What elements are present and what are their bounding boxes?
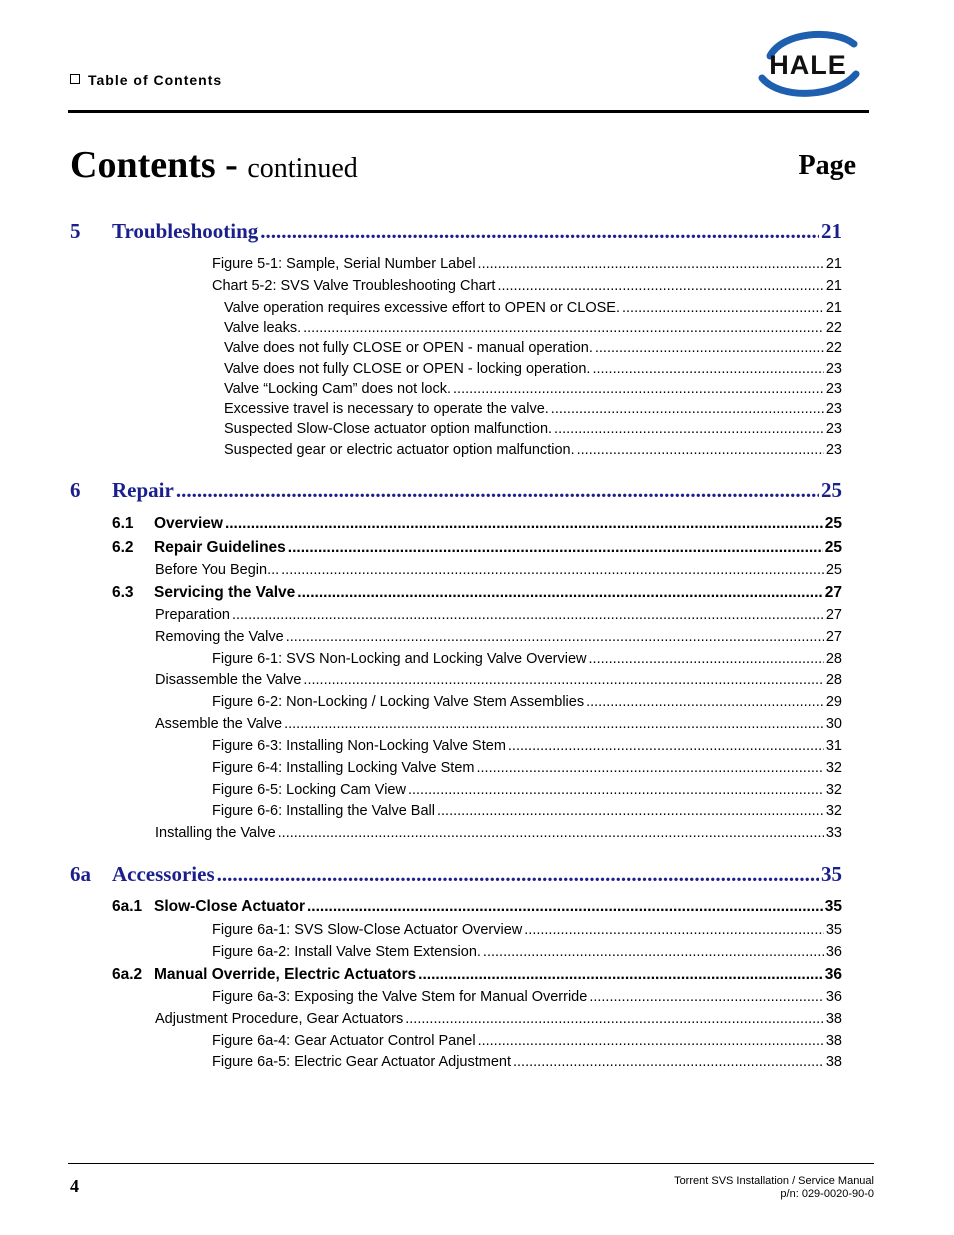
toc-entry-page: 36 [825, 989, 842, 1005]
toc-entry-number: 6a.2 [112, 966, 143, 983]
toc-dot-leader [577, 442, 824, 458]
toc-entry-title: Figure 5-1: Sample, Serial Number Label [212, 256, 476, 272]
toc-entry-title: Valve operation requires excessive effort to OPEN or CLOSE. [224, 300, 620, 316]
toc-entry-fig[interactable] [212, 989, 842, 1005]
toc-entry-item[interactable] [155, 629, 842, 645]
toc-dot-leader [508, 738, 824, 754]
toc-entry-title: Figure 6a-5: Electric Gear Actuator Adjustment [212, 1054, 511, 1070]
toc-entry-page: 38 [825, 1033, 842, 1049]
toc-entry-fig2[interactable] [224, 381, 842, 397]
hale-logo [752, 26, 864, 102]
page-title [70, 140, 358, 194]
toc-entry-title: Valve leaks. [224, 320, 302, 336]
toc-dot-leader [524, 922, 824, 938]
toc-dot-leader [478, 1033, 824, 1049]
toc-dot-leader [622, 300, 824, 316]
toc-dot-leader [408, 782, 824, 798]
toc-entry-page: 22 [825, 320, 842, 336]
toc-entry-item[interactable] [155, 1011, 842, 1027]
toc-entry-page: 36 [824, 966, 842, 983]
toc-entry-fig[interactable] [212, 651, 842, 667]
toc-entry-fig2[interactable] [224, 320, 842, 336]
toc-dot-leader [418, 966, 823, 984]
footer-info [674, 1175, 874, 1201]
title-continued: continued [247, 153, 358, 184]
toc-entry-number: 6a.1 [112, 898, 143, 915]
svg-text:HALE: HALE [769, 50, 847, 80]
toc-entry-page: 28 [825, 651, 842, 667]
page-column-heading: Page [798, 150, 856, 181]
toc-entry-title: Manual Override, Electric Actuators [154, 966, 417, 983]
toc-entry-title: Valve “Locking Cam” does not lock. [224, 381, 452, 397]
toc-dot-leader [297, 584, 822, 602]
toc-entry-title: Preparation [155, 607, 230, 623]
toc-dot-leader [476, 760, 823, 776]
toc-entry-title: Figure 6-6: Installing the Valve Ball [212, 803, 435, 819]
toc-entry-title: Figure 6a-2: Install Valve Stem Extension. [212, 944, 481, 960]
toc-dot-leader [303, 320, 824, 336]
toc-entry-title: Slow-Close Actuator [154, 898, 305, 915]
toc-entry-number: 5 [70, 219, 81, 243]
toc-entry-page: 21 [825, 256, 842, 272]
toc-dot-leader [303, 672, 823, 688]
checkbox-bullet-icon [70, 74, 80, 84]
toc-entry-title: Figure 6a-4: Gear Actuator Control Panel [212, 1033, 476, 1049]
toc-entry-title: Chart 5-2: SVS Valve Troubleshooting Chart [212, 278, 496, 294]
toc-entry-fig2[interactable] [224, 421, 842, 437]
toc-entry-title: Valve does not fully CLOSE or OPEN - manual operation. [224, 340, 593, 356]
toc-dot-leader [551, 401, 824, 417]
toc-entry-fig[interactable] [212, 944, 842, 960]
toc-dot-leader [554, 421, 824, 437]
toc-entry-title: Removing the Valve [155, 629, 284, 645]
toc-entry-title: Repair Guidelines [154, 539, 286, 556]
toc-entry-page: 22 [825, 340, 842, 356]
toc-entry-page: 28 [825, 672, 842, 688]
toc-entry-fig[interactable] [212, 1033, 842, 1049]
toc-entry-item[interactable] [155, 672, 842, 688]
toc-entry-fig[interactable] [212, 803, 842, 819]
toc-entry-page: 25 [825, 562, 842, 578]
toc-entry-page: 33 [825, 825, 842, 841]
toc-dot-leader [286, 629, 824, 645]
toc-entry-page: 30 [825, 716, 842, 732]
toc-dot-leader [405, 1011, 824, 1027]
title-main: Contents - [70, 144, 238, 186]
toc-dot-leader [589, 989, 824, 1005]
toc-dot-leader [284, 716, 824, 732]
toc-entry-page: 23 [825, 361, 842, 377]
toc-entry-page: 23 [825, 401, 842, 417]
toc-entry-page: 36 [825, 944, 842, 960]
toc-entry-fig2[interactable] [224, 361, 842, 377]
toc-entry-number: 6a [70, 862, 91, 886]
toc-entry-title: Figure 6-2: Non-Locking / Locking Valve Stem Assemblies [212, 694, 585, 710]
toc-entry-title: Figure 6-4: Installing Locking Valve Stem [212, 760, 475, 776]
toc-entry-page: 23 [825, 381, 842, 397]
toc-dot-leader [437, 803, 824, 819]
toc-entry-fig[interactable] [212, 278, 842, 294]
section-header [70, 72, 222, 88]
toc-entry-page: 27 [825, 607, 842, 623]
toc-entry-page: 31 [825, 738, 842, 754]
manual-title: Torrent SVS Installation / Service Manual [674, 1175, 874, 1187]
toc-dot-leader [497, 278, 823, 294]
toc-entry-item[interactable] [155, 825, 842, 841]
toc-entry-number: 6.3 [112, 584, 134, 601]
toc-dot-leader [225, 515, 823, 533]
toc-entry-page: 27 [824, 584, 842, 601]
toc-dot-leader [176, 478, 819, 503]
toc-entry-fig[interactable] [212, 256, 842, 272]
toc-entry-page: 35 [821, 862, 842, 886]
toc-entry-sub[interactable] [112, 966, 842, 984]
toc-entry-item[interactable] [155, 716, 842, 732]
toc-entry-number: 6.2 [112, 539, 134, 556]
toc-entry-fig2[interactable] [224, 401, 842, 417]
toc-entry-title: Troubleshooting [112, 219, 259, 243]
toc-entry-title: Suspected Slow-Close actuator option malfunction. [224, 421, 553, 437]
toc-entry-title: Adjustment Procedure, Gear Actuators [155, 1011, 404, 1027]
toc-entry-sub[interactable] [112, 539, 842, 557]
toc-entry-title: Figure 6-5: Locking Cam View [212, 782, 406, 798]
toc-entry-fig2[interactable] [224, 300, 842, 316]
toc-entry-title: Suspected gear or electric actuator option malfunction. [224, 442, 575, 458]
toc-dot-leader [586, 694, 824, 710]
toc-dot-leader [232, 607, 824, 623]
toc-entry-fig[interactable] [212, 922, 842, 938]
toc-entry-sub[interactable] [112, 898, 842, 916]
toc-entry-fig[interactable] [212, 782, 842, 798]
section-header-label: Table of Contents [88, 72, 223, 88]
toc-entry-page: 25 [824, 515, 842, 532]
toc-entry-page: 32 [825, 782, 842, 798]
toc-entry-title: Assemble the Valve [155, 716, 283, 732]
toc-dot-leader [278, 825, 824, 841]
toc-entry-page: 25 [824, 539, 842, 556]
toc-entry-item[interactable] [155, 607, 842, 623]
toc-entry-fig2[interactable] [224, 442, 842, 458]
toc-entry-title: Servicing the Valve [154, 584, 296, 601]
page-number: 4 [70, 1176, 79, 1196]
toc-entry-fig[interactable] [212, 738, 842, 754]
toc-entry-title: Figure 6a-1: SVS Slow-Close Actuator Overview [212, 922, 523, 938]
toc-entry-item[interactable] [155, 562, 842, 578]
toc-entry-title: Repair [112, 478, 174, 502]
toc-entry-page: 35 [824, 898, 842, 915]
toc-dot-leader [307, 898, 823, 916]
toc-dot-leader [589, 651, 824, 667]
toc-entry-sec[interactable] [70, 862, 842, 887]
header-rule [68, 110, 869, 113]
toc-entry-fig[interactable] [212, 694, 842, 710]
toc-entry-title: Valve does not fully CLOSE or OPEN - locking operation. [224, 361, 591, 377]
toc-entry-title: Installing the Valve [155, 825, 276, 841]
toc-dot-leader [478, 256, 824, 272]
toc-entry-page: 21 [821, 219, 842, 243]
toc-dot-leader [513, 1054, 824, 1070]
toc-entry-page: 27 [825, 629, 842, 645]
footer-rule [68, 1163, 874, 1164]
toc-entry-page: 38 [825, 1054, 842, 1070]
toc-entry-page: 21 [825, 278, 842, 294]
toc-entry-sec[interactable] [70, 219, 842, 244]
toc-entry-title: Accessories [112, 862, 215, 886]
toc-dot-leader [483, 944, 824, 960]
toc-entry-page: 38 [825, 1011, 842, 1027]
toc-dot-leader [281, 562, 824, 578]
toc-dot-leader [288, 539, 823, 557]
toc-entry-sub[interactable] [112, 584, 842, 602]
toc-dot-leader [217, 862, 819, 887]
part-number: p/n: 029-0020-90-0 [780, 1188, 874, 1200]
toc-entry-sub[interactable] [112, 515, 842, 533]
toc-entry-page: 32 [825, 803, 842, 819]
toc-entry-page: 23 [825, 442, 842, 458]
toc-entry-page: 32 [825, 760, 842, 776]
toc-dot-leader [260, 219, 819, 244]
toc-entry-page: 29 [825, 694, 842, 710]
toc-entry-fig[interactable] [212, 1054, 842, 1070]
toc-dot-leader [592, 361, 823, 377]
toc-entry-page: 21 [825, 300, 842, 316]
toc-entry-title: Figure 6a-3: Exposing the Valve Stem for Manual Override [212, 989, 588, 1005]
toc-entry-sec[interactable] [70, 478, 842, 503]
toc-entry-number: 6.1 [112, 515, 134, 532]
toc-entry-fig2[interactable] [224, 340, 842, 356]
toc-dot-leader [595, 340, 824, 356]
toc-entry-title: Figure 6-3: Installing Non-Locking Valve Stem [212, 738, 506, 754]
toc-entry-title: Figure 6-1: SVS Non-Locking and Locking Valve Overview [212, 651, 587, 667]
toc-dot-leader [453, 381, 824, 397]
toc-entry-title: Excessive travel is necessary to operate the valve. [224, 401, 549, 417]
toc-entry-page: 25 [821, 478, 842, 502]
toc-entry-page: 23 [825, 421, 842, 437]
toc-entry-title: Before You Begin... [155, 562, 280, 578]
toc-entry-fig[interactable] [212, 760, 842, 776]
toc-entry-number: 6 [70, 478, 81, 502]
toc-entry-title: Overview [154, 515, 223, 532]
toc-entry-page: 35 [825, 922, 842, 938]
toc-entry-title: Disassemble the Valve [155, 672, 302, 688]
